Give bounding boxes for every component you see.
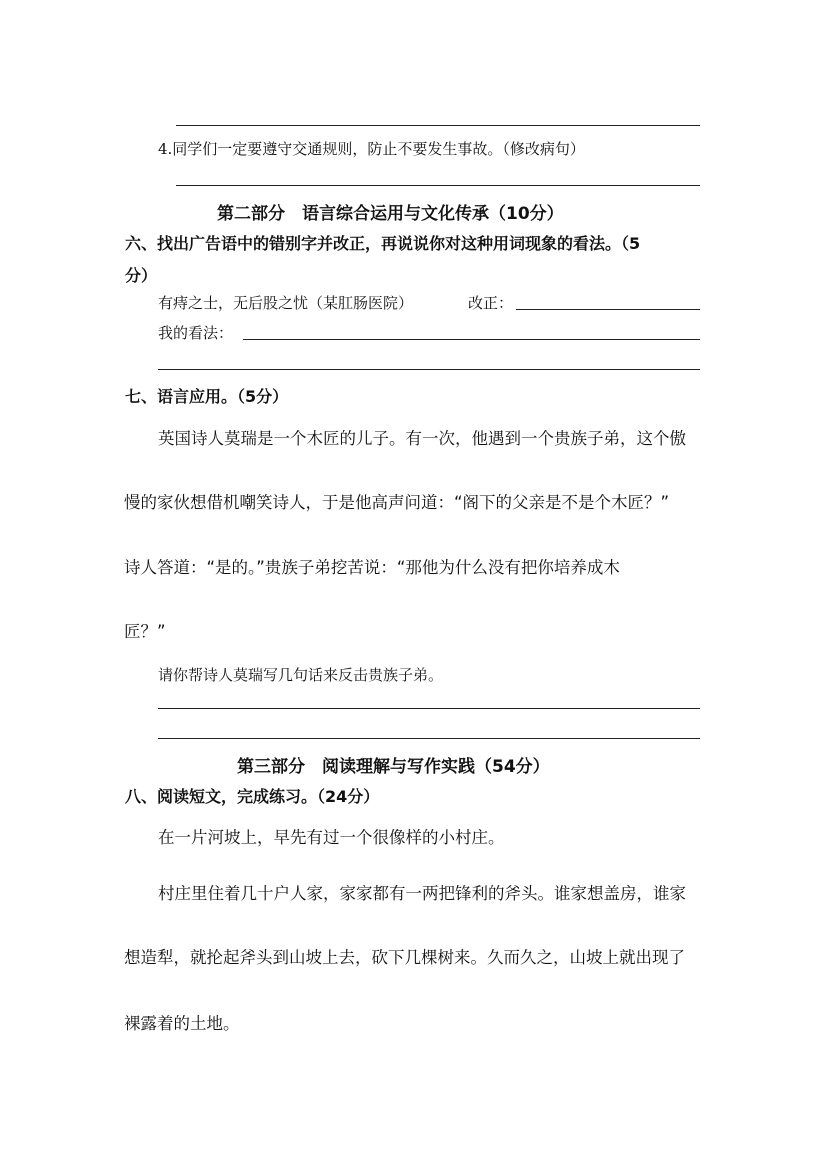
q8-para1: 在一片河坡上，早先有过一个很像样的小村庄。 [158, 828, 505, 847]
answer-line [176, 125, 700, 126]
q6-correct-line[interactable] [516, 309, 700, 310]
q7-para-line: 慢的家伙想借机嘲笑诗人，于是他高声问道：“阁下的父亲是不是个木匠？” [124, 493, 670, 512]
q7-para-line: 匠？” [124, 622, 166, 641]
q6-correct-label: 改正： [468, 294, 514, 312]
q7-prompt: 请你帮诗人莫瑞写几句话来反击贵族子弟。 [158, 666, 444, 684]
q8-heading: 八、阅读短文，完成练习。（24分） [125, 787, 380, 806]
q8-para2-line: 裸露着的土地。 [124, 1014, 240, 1033]
answer-line-q4[interactable] [176, 185, 700, 186]
q8-para2-line: 村庄里住着几十户人家，家家都有一两把锋利的斧头。谁家想盖房，谁家 [158, 884, 686, 903]
q6-opinion-label: 我的看法： [158, 324, 234, 342]
q7-para-line: 诗人答道：“是的。”贵族子弟挖苦说：“那他为什么没有把你培养成木 [124, 558, 620, 577]
part3-title: 第三部分 阅读理解与写作实践（54分） [237, 757, 550, 777]
q8-para2-line: 想造犁，就抡起斧头到山坡上去，砍下几棵树来。久而久之，山坡上就出现了 [124, 948, 685, 967]
q7-answer-line-1[interactable] [158, 708, 700, 709]
q7-para-line: 英国诗人莫瑞是一个木匠的儿子。有一次，他遇到一个贵族子弟，这个傲 [158, 429, 686, 448]
q6-heading-line2: 分） [125, 266, 158, 285]
q7-answer-line-2[interactable] [158, 738, 700, 739]
q6-ad-text: 有痔之士，无后股之忧（某肛肠医院） [158, 294, 414, 312]
q6-heading-line1: 六、找出广告语中的错别字并改正，再说说你对这种用词现象的看法。（5 [125, 234, 641, 253]
q7-heading: 七、语言应用。（5分） [125, 387, 289, 406]
q6-opinion-line-2[interactable] [158, 369, 700, 370]
question-4: 4.同学们一定要遵守交通规则，防止不要发生事故。（修改病句） [158, 140, 585, 158]
q6-opinion-line[interactable] [243, 339, 700, 340]
part2-title: 第二部分 语言综合运用与文化传承（10分） [217, 204, 564, 224]
